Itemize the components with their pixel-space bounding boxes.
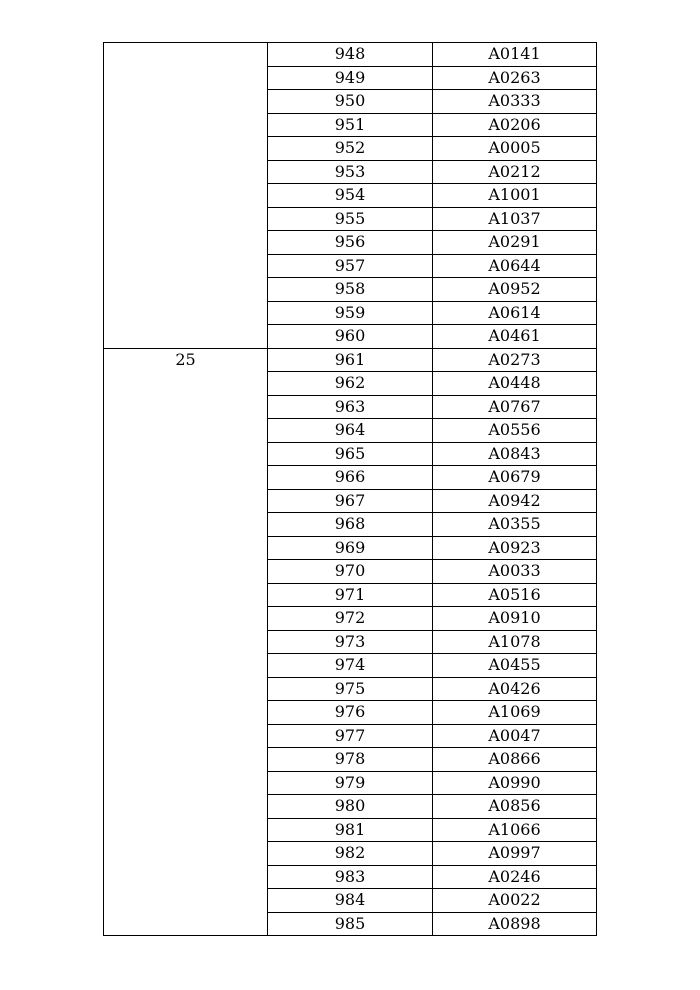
code-cell: A1037 [433, 207, 597, 231]
code-cell: A0910 [433, 607, 597, 631]
sequence-number-cell: 966 [268, 466, 433, 490]
sequence-number-cell: 982 [268, 842, 433, 866]
sequence-number-cell: 979 [268, 771, 433, 795]
sequence-number-cell: 971 [268, 583, 433, 607]
sequence-number-cell: 951 [268, 113, 433, 137]
code-cell: A0033 [433, 560, 597, 584]
code-cell: A0448 [433, 372, 597, 396]
code-cell: A0355 [433, 513, 597, 537]
sequence-number-cell: 960 [268, 325, 433, 349]
code-cell: A0898 [433, 912, 597, 936]
code-cell: A0273 [433, 348, 597, 372]
sequence-number-cell: 956 [268, 231, 433, 255]
code-cell: A1069 [433, 701, 597, 725]
sequence-number-cell: 967 [268, 489, 433, 513]
code-cell: A0516 [433, 583, 597, 607]
code-cell: A0644 [433, 254, 597, 278]
sequence-number-cell: 965 [268, 442, 433, 466]
sequence-number-cell: 973 [268, 630, 433, 654]
code-cell: A0333 [433, 90, 597, 114]
code-cell: A0856 [433, 795, 597, 819]
sequence-number-cell: 978 [268, 748, 433, 772]
code-cell: A0923 [433, 536, 597, 560]
code-cell: A0206 [433, 113, 597, 137]
sequence-number-cell: 974 [268, 654, 433, 678]
code-cell: A0614 [433, 301, 597, 325]
code-cell: A0263 [433, 66, 597, 90]
group-number-cell [104, 43, 268, 349]
sequence-number-cell: 962 [268, 372, 433, 396]
sequence-number-cell: 968 [268, 513, 433, 537]
code-cell: A0843 [433, 442, 597, 466]
sequence-number-cell: 948 [268, 43, 433, 67]
sequence-number-cell: 976 [268, 701, 433, 725]
code-cell: A0141 [433, 43, 597, 67]
sequence-number-cell: 985 [268, 912, 433, 936]
code-cell: A0212 [433, 160, 597, 184]
sequence-number-cell: 977 [268, 724, 433, 748]
sequence-number-cell: 972 [268, 607, 433, 631]
sequence-number-cell: 980 [268, 795, 433, 819]
sequence-number-cell: 969 [268, 536, 433, 560]
sequence-number-cell: 975 [268, 677, 433, 701]
sequence-number-cell: 955 [268, 207, 433, 231]
code-cell: A0455 [433, 654, 597, 678]
sequence-number-cell: 964 [268, 419, 433, 443]
code-cell: A0005 [433, 137, 597, 161]
code-cell: A0246 [433, 865, 597, 889]
sequence-number-cell: 949 [268, 66, 433, 90]
code-cell: A0952 [433, 278, 597, 302]
sequence-number-cell: 983 [268, 865, 433, 889]
code-cell: A0461 [433, 325, 597, 349]
code-cell: A0679 [433, 466, 597, 490]
sequence-number-cell: 953 [268, 160, 433, 184]
sequence-number-cell: 958 [268, 278, 433, 302]
sequence-number-cell: 961 [268, 348, 433, 372]
code-cell: A0866 [433, 748, 597, 772]
code-cell: A1066 [433, 818, 597, 842]
sequence-number-cell: 963 [268, 395, 433, 419]
assignment-table [103, 42, 597, 936]
code-cell: A0990 [433, 771, 597, 795]
code-cell: A1078 [433, 630, 597, 654]
table-row [104, 348, 597, 372]
sequence-number-cell: 954 [268, 184, 433, 208]
code-cell: A0997 [433, 842, 597, 866]
table-row [104, 43, 597, 67]
group-number-cell: 25 [104, 348, 268, 936]
sequence-number-cell: 984 [268, 889, 433, 913]
code-cell: A0022 [433, 889, 597, 913]
sequence-number-cell: 981 [268, 818, 433, 842]
code-cell: A0047 [433, 724, 597, 748]
code-cell: A1001 [433, 184, 597, 208]
sequence-number-cell: 957 [268, 254, 433, 278]
sequence-number-cell: 952 [268, 137, 433, 161]
sequence-number-cell: 950 [268, 90, 433, 114]
code-cell: A0426 [433, 677, 597, 701]
code-cell: A0767 [433, 395, 597, 419]
code-cell: A0942 [433, 489, 597, 513]
sequence-number-cell: 959 [268, 301, 433, 325]
code-cell: A0556 [433, 419, 597, 443]
code-cell: A0291 [433, 231, 597, 255]
table-body [104, 43, 597, 936]
sequence-number-cell: 970 [268, 560, 433, 584]
